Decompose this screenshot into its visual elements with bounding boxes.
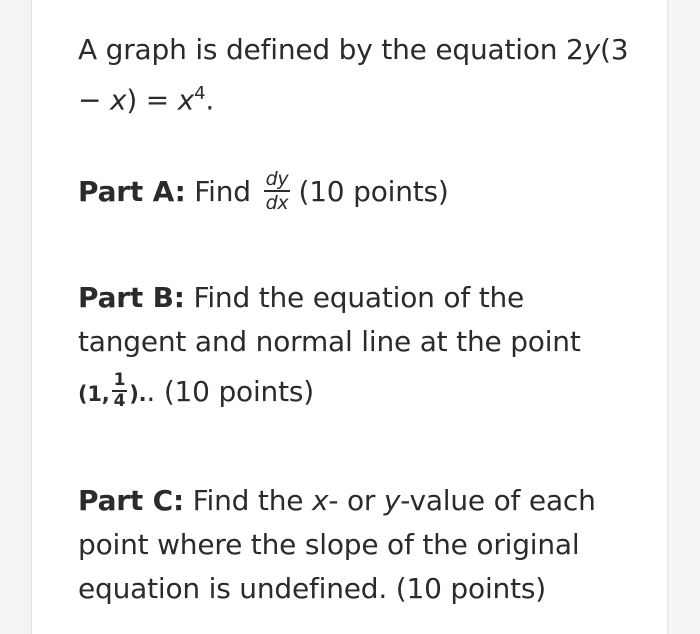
question-intro [78,28,628,122]
part-a-label: Part A: [78,175,186,208]
part-c [78,479,596,611]
part-c-label: Part C: [78,484,184,517]
part-b-line-2: tangent and normal line at the point [78,325,581,358]
one-quarter-fraction: $\frac{1}{4}$ [113,370,126,411]
exponent: 4 [194,83,206,104]
part-c-line-3: equation is undefined. (10 points) [78,572,546,605]
part-c-line-2: point where the slope of the original [78,528,580,561]
part-a: Part A: Find $\frac{dy}{dx}$ (10 points) [78,168,449,214]
dy-dx-fraction: $\frac{dy}{dx}$ [265,168,289,214]
part-b-line-1: Part B: Find the equation of the [78,281,525,314]
intro-line-1: A graph is defined by the equation 2y(3 [78,33,629,66]
part-b [78,276,581,416]
part-c-line-1: Part C: Find the x- or y-value of each [78,484,596,517]
intro-line-2: − $x) = x^4$. [78,83,215,117]
part-b-line-3: (1, $\frac{1}{4}$ ).. (10 points) [78,370,314,411]
part-b-label: Part B: [78,281,185,314]
question-card [31,0,668,634]
